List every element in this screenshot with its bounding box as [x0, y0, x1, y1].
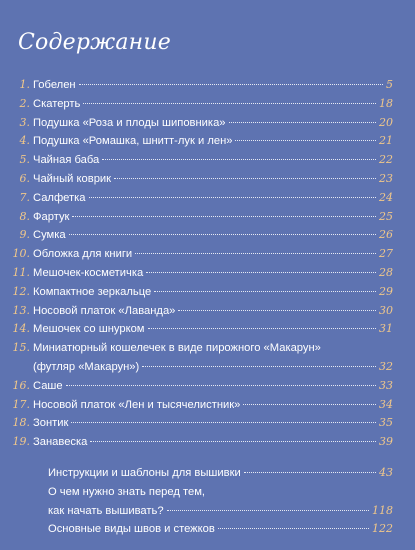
item-number: 13. — [12, 303, 30, 317]
item-number: 9. — [19, 228, 30, 242]
toc-row[interactable] — [0, 396, 415, 415]
page-number: 118 — [372, 503, 393, 517]
toc-row[interactable] — [0, 414, 415, 433]
toc-row[interactable] — [0, 283, 415, 302]
toc-row[interactable] — [0, 208, 415, 227]
item-number: 8. — [19, 209, 30, 223]
page-number: 32 — [379, 359, 393, 373]
toc-row[interactable] — [0, 358, 415, 377]
dot-leader — [72, 216, 376, 217]
page-number: 23 — [379, 171, 393, 185]
toc-entry — [33, 76, 393, 95]
page-number: 20 — [379, 115, 393, 129]
dot-leader — [178, 310, 376, 311]
table-of-contents — [0, 76, 415, 539]
toc-entry — [33, 151, 393, 170]
dot-leader — [235, 140, 376, 141]
entry-label: Чайная баба — [33, 154, 100, 167]
entry-label: Носовой платок «Лаванда» — [33, 304, 176, 317]
page-number: 28 — [379, 265, 393, 279]
dot-leader — [135, 253, 376, 254]
item-number: 10. — [12, 247, 30, 261]
page-number: 25 — [379, 209, 393, 223]
entry-label: Чайный коврик — [33, 172, 112, 185]
toc-entry — [33, 132, 393, 151]
page-number: 18 — [379, 96, 393, 110]
dot-leader — [244, 472, 376, 473]
entry-label: Саше — [33, 379, 63, 392]
toc-entry — [33, 320, 393, 339]
toc-extra-row[interactable] — [0, 502, 415, 521]
toc-entry — [33, 339, 393, 358]
page-number: 35 — [379, 416, 393, 430]
entry-label: Подушка «Роза и плоды шиповника» — [33, 116, 226, 129]
entry-label: Подушка «Ромашка, шнитт-лук и лен» — [33, 135, 233, 148]
toc-row[interactable] — [0, 339, 415, 358]
entry-label: (футляр «Макарун») — [33, 360, 140, 373]
item-number: 15. — [12, 341, 30, 355]
toc-entry — [33, 358, 393, 377]
toc-entry — [33, 114, 393, 133]
page-number: 22 — [379, 153, 393, 167]
entry-label: О чем нужно знать перед тем, — [48, 485, 206, 498]
toc-entry — [48, 502, 393, 521]
toc-entry — [33, 95, 393, 114]
toc-entry — [33, 377, 393, 396]
toc-entry — [33, 170, 393, 189]
dot-leader — [102, 159, 376, 160]
item-number: 17. — [12, 397, 30, 411]
toc-entry — [33, 189, 393, 208]
page-number: 39 — [379, 435, 393, 449]
entry-label: Гобелен — [33, 79, 76, 91]
page-number: 26 — [379, 228, 393, 242]
page-number: 24 — [379, 190, 393, 204]
toc-entry — [48, 520, 393, 539]
toc-extra-row[interactable] — [0, 464, 415, 483]
dot-leader — [79, 84, 383, 85]
entry-label: Обложка для книги — [33, 248, 133, 261]
toc-extra-row[interactable] — [0, 520, 415, 539]
toc-entry — [33, 414, 393, 433]
item-number: 18. — [12, 416, 30, 430]
toc-row[interactable] — [0, 151, 415, 170]
item-number: 3. — [19, 115, 30, 129]
dot-leader — [90, 441, 376, 442]
dot-leader — [146, 272, 376, 273]
dot-leader — [114, 178, 376, 179]
toc-row[interactable] — [0, 170, 415, 189]
entry-label: Скатерть — [33, 97, 81, 110]
item-number: 5. — [19, 153, 30, 167]
page-number: 27 — [379, 247, 393, 261]
entry-label: Занавеска — [33, 436, 88, 449]
dot-leader — [218, 528, 369, 529]
page-number: 122 — [372, 522, 393, 536]
toc-row[interactable] — [0, 433, 415, 452]
entry-label: Компактное зеркальце — [33, 285, 152, 298]
toc-row[interactable] — [0, 320, 415, 339]
dot-leader — [148, 328, 377, 329]
toc-row[interactable] — [0, 264, 415, 283]
entry-label: Инструкции и шаблоны для вышивки — [48, 466, 241, 479]
page-number: 21 — [379, 134, 393, 148]
page-number: 30 — [379, 303, 393, 317]
dot-leader — [229, 122, 376, 123]
toc-entry — [33, 245, 393, 264]
item-number: 1. — [19, 78, 30, 91]
toc-row[interactable] — [0, 226, 415, 245]
page-number: 31 — [379, 322, 393, 336]
toc-entry — [33, 226, 393, 245]
entry-label: Салфетка — [33, 191, 86, 204]
toc-entry — [48, 483, 393, 502]
toc-row[interactable] — [0, 302, 415, 321]
dot-leader — [154, 291, 376, 292]
entry-label: Фартук — [33, 210, 70, 223]
dot-leader — [142, 366, 376, 367]
dot-leader — [167, 510, 369, 511]
toc-entry — [33, 283, 393, 302]
toc-entry — [33, 433, 393, 452]
item-number: 7. — [19, 190, 30, 204]
entry-label: Носовой платок «Лен и тысячелистник» — [33, 398, 241, 411]
entry-label: как начать вышивать? — [48, 504, 164, 517]
item-number: 16. — [12, 378, 30, 392]
item-number: 4. — [19, 134, 30, 148]
item-number: 2. — [19, 96, 30, 110]
toc-row[interactable] — [0, 189, 415, 208]
dot-leader — [66, 385, 376, 386]
toc-row[interactable] — [0, 377, 415, 396]
dot-leader — [83, 103, 376, 104]
item-number: 19. — [12, 435, 30, 449]
toc-entry — [33, 396, 393, 415]
toc-extra-row[interactable] — [0, 483, 415, 502]
item-number: 11. — [12, 265, 30, 279]
toc-row[interactable] — [0, 132, 415, 151]
page-number: 33 — [379, 378, 393, 392]
dot-leader — [69, 234, 376, 235]
toc-entry — [33, 302, 393, 321]
toc-entry — [33, 264, 393, 283]
dot-leader — [89, 197, 377, 198]
entry-label: Миниатюрный кошелечек в виде пирожного «Макарун» — [33, 342, 321, 355]
entry-label: Мешочек со шнурком — [33, 323, 145, 336]
entry-label: Мешочек-косметичка — [33, 266, 144, 279]
toc-row[interactable] — [0, 114, 415, 133]
item-number: 14. — [12, 322, 30, 336]
toc-entry — [48, 464, 393, 483]
toc-row[interactable] — [0, 95, 415, 114]
entry-label: Основные виды швов и стежков — [48, 523, 215, 536]
toc-row[interactable] — [0, 76, 415, 95]
page-number: 5 — [386, 78, 393, 91]
entry-label: Зонтик — [33, 417, 69, 430]
item-number: 6. — [19, 171, 30, 185]
page-number: 34 — [379, 397, 393, 411]
item-number: 12. — [12, 284, 30, 298]
toc-entry — [33, 208, 393, 227]
page-number: 29 — [379, 284, 393, 298]
section-gap — [0, 452, 415, 464]
page-title: Содержание — [18, 30, 171, 55]
toc-row[interactable] — [0, 245, 415, 264]
page-number: 43 — [379, 465, 393, 479]
dot-leader — [243, 404, 376, 405]
entry-label: Сумка — [33, 229, 66, 242]
dot-leader — [71, 422, 376, 423]
